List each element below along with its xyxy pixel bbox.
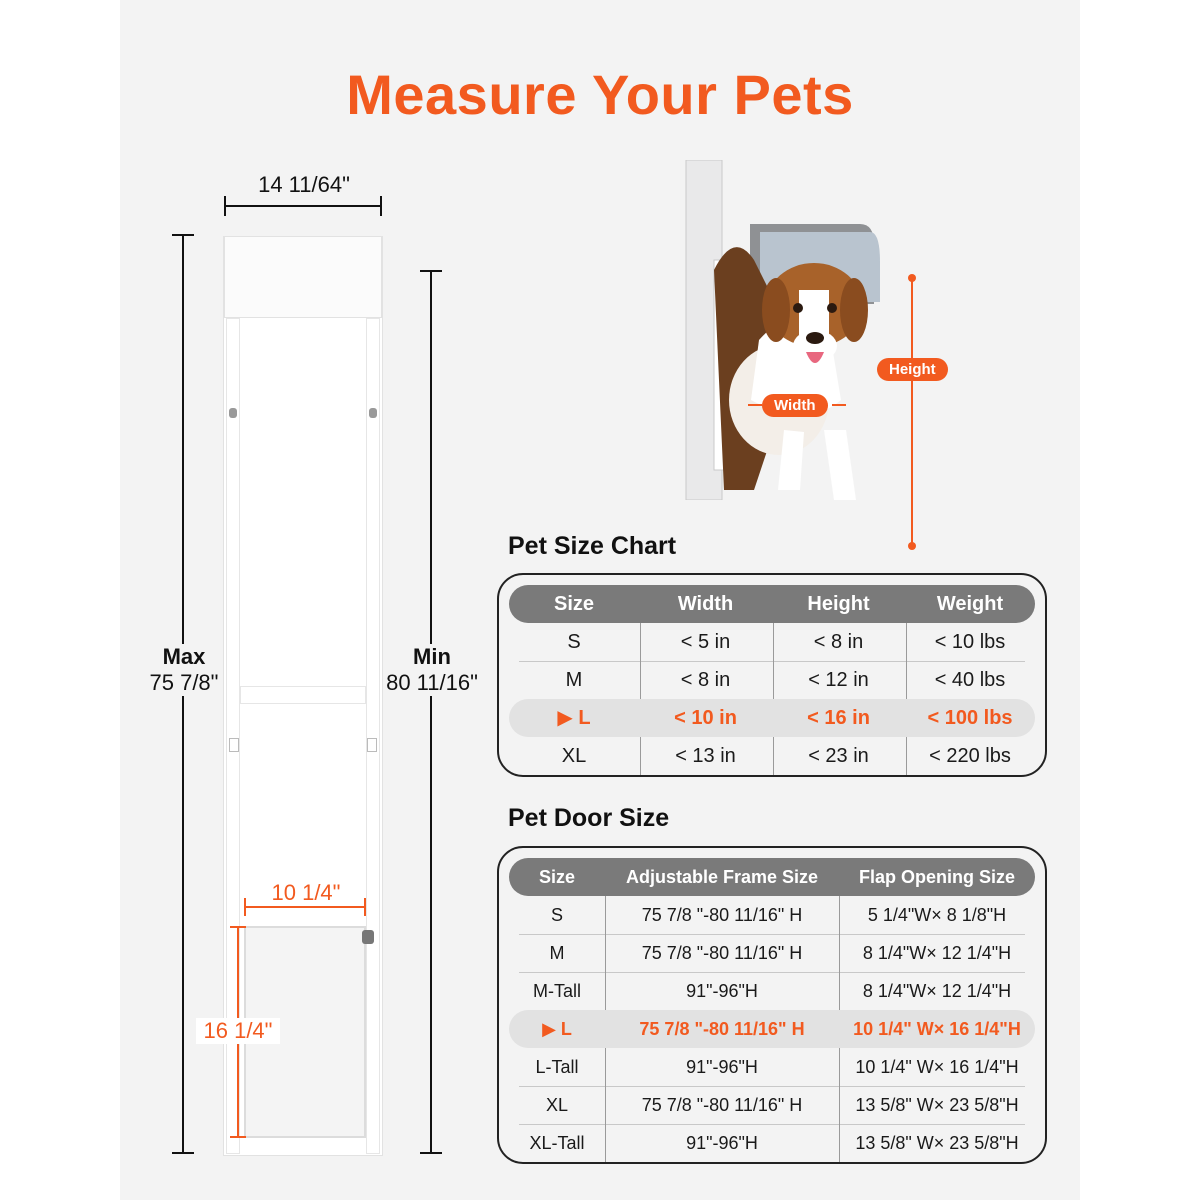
col-divider [773,661,774,699]
height-cell: < 12 in [808,669,869,691]
pet-door-size-heading: Pet Door Size [508,804,670,832]
size-cell: M-Tall [533,981,581,1001]
size-cell: XL-Tall [529,1133,585,1153]
min-dimension [382,644,482,696]
frame-size-cell: 75 7/8 "-80 11/16" H [641,943,803,963]
flap-opening-cell: 13 5/8" W× 23 5/8"H [855,1095,1019,1115]
height-dot-top [908,274,916,282]
door-width-tick-right [380,196,382,216]
flap-height-tick-bottom [230,1136,246,1138]
header-cell: Adjustable Frame Size [625,867,819,887]
dog-through-door-image [684,160,894,500]
header-cell: Width [677,593,734,615]
width-cell: < 10 in [674,707,737,729]
flap-opening-cell: 5 1/4"W× 8 1/8"H [867,905,1007,925]
table-row [509,1048,1035,1086]
table-row-highlighted [509,699,1035,737]
frame-size-cell: 91"-96"H [686,1057,758,1077]
height-line [911,278,913,546]
col-divider [773,737,774,775]
width-tag: Width [762,394,828,417]
table-row [509,661,1035,699]
col-divider [906,737,907,775]
col-divider [839,1048,840,1162]
flap-width-label: 10 1/4" [271,880,341,905]
size-cell: XL [561,745,587,767]
header-cell: Size [538,867,576,887]
flap-lock-icon [362,930,374,944]
height-cell: < 8 in [813,631,864,653]
col-divider [773,623,774,661]
min-tick-top [420,270,442,272]
header-cell: Size [553,593,595,615]
size-cell: ▶ L [557,707,591,729]
pet-size-chart-table [497,573,1047,777]
col-divider [906,623,907,661]
pet-size-chart-header [509,585,1035,623]
col-divider [605,896,606,1010]
width-cell: < 5 in [680,631,731,653]
table-row [509,1086,1035,1124]
pet-size-chart-heading: Pet Size Chart [508,532,677,560]
flap-opening-cell: 10 1/4" W× 16 1/4"H [855,1057,1019,1077]
flap-opening-cell: 13 5/8" W× 23 5/8"H [855,1133,1019,1153]
pet-door-size-header [509,858,1035,896]
table-row [509,623,1035,661]
header-cell: Weight [936,593,1004,615]
frame-size-cell: 91"-96"H [686,981,758,1001]
weight-cell: < 220 lbs [929,745,1011,767]
col-divider [640,661,641,699]
size-cell: M [565,669,583,691]
weight-cell: < 10 lbs [934,631,1006,653]
height-cell: < 23 in [808,745,869,767]
max-tick-bottom [172,1152,194,1154]
col-divider [906,661,907,699]
table-row [509,1124,1035,1162]
height-tag: Height [877,358,948,381]
width-tag-line-right [832,404,846,406]
table-row [509,972,1035,1010]
frame-size-cell: 91"-96"H [686,1133,758,1153]
frame-size-cell: 75 7/8 "-80 11/16" H [639,1019,805,1039]
flap-width-tick-left [244,898,246,916]
table-row [509,737,1035,775]
header-cell: Flap Opening Size [858,867,1015,887]
page-title: Measure Your Pets [346,63,854,126]
height-cell: < 16 in [807,707,870,729]
door-clip-right [367,738,377,752]
door-clip-left [229,738,239,752]
min-label: Min [413,644,451,669]
min-line [430,270,432,1154]
flap-width-tick-right [364,898,366,916]
table-row [509,896,1035,934]
height-dot-bottom [908,542,916,550]
width-tag-line-left [748,404,762,406]
table-row [509,934,1035,972]
col-divider [640,737,641,775]
door-width-label: 14 11/64" [258,172,350,197]
flap-opening-cell: 8 1/4"W× 12 1/4"H [862,943,1012,963]
weight-cell: < 100 lbs [927,707,1013,729]
size-cell: S [567,631,581,653]
max-dimension [132,644,236,696]
flap-opening-cell: 8 1/4"W× 12 1/4"H [862,981,1012,1001]
header-cell: Height [807,593,870,615]
door-middle-bar [240,686,366,704]
weight-cell: < 40 lbs [934,669,1006,691]
width-cell: < 8 in [680,669,731,691]
size-cell: ▶ L [542,1019,572,1039]
col-divider [605,1048,606,1162]
min-tick-bottom [420,1152,442,1154]
max-tick-top [172,234,194,236]
door-width-line [224,205,382,207]
table-row-highlighted [509,1010,1035,1048]
frame-size-cell: 75 7/8 "-80 11/16" H [641,905,803,925]
flap-height-label: 16 1/4" [196,1018,280,1044]
pet-door-size-table [497,846,1047,1164]
max-value: 75 7/8" [149,670,219,695]
door-bolt-left [229,408,237,418]
flap-height-tick-top [230,926,246,928]
door-top-header [224,236,382,318]
flap-opening-cell: 10 1/4" W× 16 1/4"H [853,1019,1021,1039]
min-value: 80 11/16" [386,670,478,695]
door-bolt-right [369,408,377,418]
flap-width-line [244,906,366,908]
size-cell: S [550,905,563,925]
size-cell: XL [545,1095,569,1115]
frame-size-cell: 75 7/8 "-80 11/16" H [641,1095,803,1115]
col-divider [640,623,641,661]
door-width-tick-left [224,196,226,216]
door-right-rail [366,318,380,1154]
col-divider [839,896,840,1010]
size-cell: M [549,943,565,963]
size-cell: L-Tall [535,1057,579,1077]
max-label: Max [162,644,206,669]
width-cell: < 13 in [675,745,736,767]
